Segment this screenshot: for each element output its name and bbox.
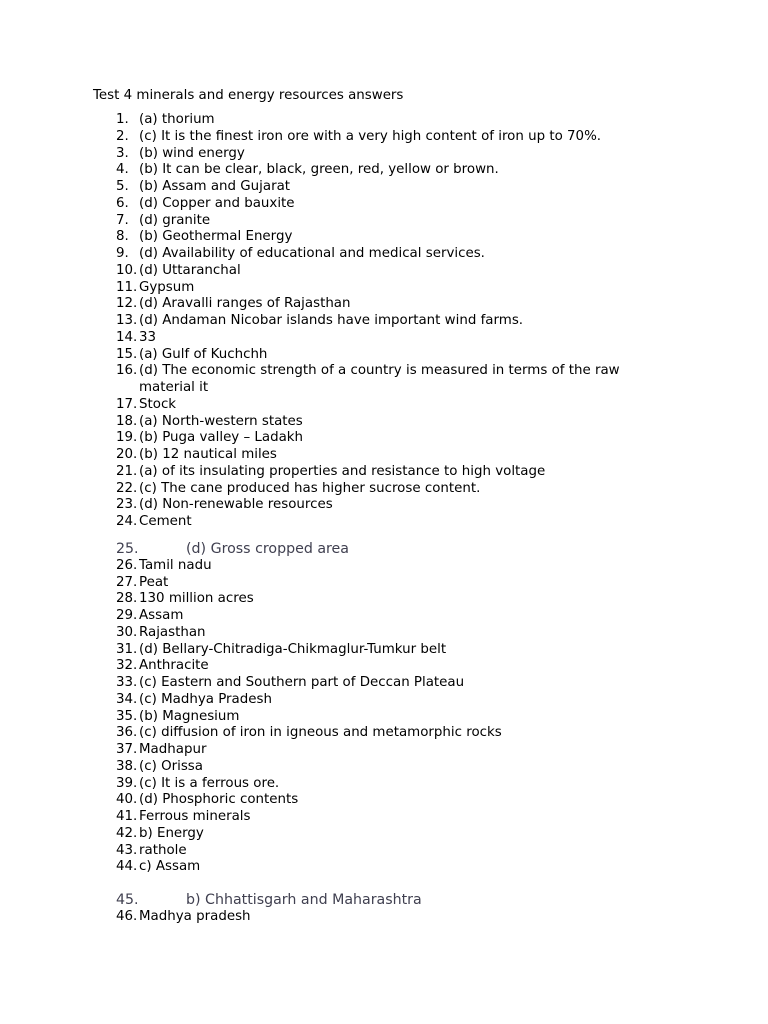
answer-number: 25. xyxy=(116,540,139,557)
answer-item-7 xyxy=(0,213,768,230)
answer-text: Gypsum xyxy=(139,279,195,295)
answer-item-13 xyxy=(0,313,768,330)
answer-number: 33. xyxy=(116,675,138,690)
answer-text: (b) 12 nautical miles xyxy=(139,447,277,462)
answer-item-45 xyxy=(0,892,768,909)
answer-item-5 xyxy=(0,179,768,196)
answer-item-46 xyxy=(0,909,768,926)
page-title: Test 4 minerals and energy resources answers xyxy=(93,88,404,103)
answer-number: 45. xyxy=(116,892,139,908)
answer-text: (d) The economic strength of a country is measured in terms of the raw material it xyxy=(139,363,620,395)
answer-text: (b) Assam and Gujarat xyxy=(139,179,291,194)
answer-number: 29. xyxy=(116,608,138,623)
answer-text: (b) wind energy xyxy=(139,145,245,161)
answer-text: (d) Gross cropped area xyxy=(186,540,349,557)
answer-number: 41. xyxy=(116,809,138,824)
answer-item-39 xyxy=(0,776,768,793)
answer-text: Ferrous minerals xyxy=(139,809,251,824)
answer-text: Rajasthan xyxy=(139,624,206,640)
answer-item-21 xyxy=(0,464,768,481)
answer-number: 19. xyxy=(116,430,138,446)
answer-number: 30. xyxy=(116,624,138,640)
answer-item-15 xyxy=(0,347,768,364)
answer-number: 9. xyxy=(116,246,129,261)
answer-item-26 xyxy=(0,558,768,575)
answer-text: (c) Orissa xyxy=(139,758,203,774)
answer-text: b) Energy xyxy=(139,825,204,841)
answer-text: (b) Geothermal Energy xyxy=(139,229,293,245)
answer-number: 15. xyxy=(116,346,138,362)
answer-item-12 xyxy=(0,296,768,313)
answer-item-17 xyxy=(0,397,768,414)
answer-text: Madhya pradesh xyxy=(139,909,251,924)
answer-number: 36. xyxy=(116,725,138,741)
answer-number: 27. xyxy=(116,574,138,590)
answer-text: (d) Uttaranchal xyxy=(139,262,241,278)
answer-number: 13. xyxy=(116,313,138,328)
answer-item-40 xyxy=(0,792,768,809)
answer-text: Anthracite xyxy=(139,658,209,674)
answer-number: 35. xyxy=(116,708,138,724)
answer-number: 40. xyxy=(116,792,138,808)
answer-text: (d) granite xyxy=(139,212,211,228)
answer-item-10 xyxy=(0,263,768,280)
answer-item-32 xyxy=(0,658,768,675)
answer-text: (c) diffusion of iron in igneous and metamorphic rocks xyxy=(139,725,502,741)
answer-item-18 xyxy=(0,414,768,431)
answer-number: 37. xyxy=(116,742,138,757)
answer-item-19 xyxy=(0,430,768,447)
answer-item-3 xyxy=(0,146,768,163)
answer-number: 42. xyxy=(116,825,138,841)
answer-text: (d) Phosphoric contents xyxy=(139,792,299,808)
answer-item-41 xyxy=(0,809,768,826)
answer-item-8 xyxy=(0,229,768,246)
answer-item-1 xyxy=(0,112,768,129)
answer-number: 2. xyxy=(116,128,129,144)
answer-item-34 xyxy=(0,692,768,709)
answer-item-36 xyxy=(0,725,768,742)
answer-item-30 xyxy=(0,625,768,642)
answer-item-33 xyxy=(0,675,768,692)
answer-item-27 xyxy=(0,575,768,592)
answer-item-43 xyxy=(0,843,768,860)
answer-number: 31. xyxy=(116,641,138,657)
answer-number: 28. xyxy=(116,591,138,607)
answer-number: 17. xyxy=(116,396,138,412)
answer-text: (b) Magnesium xyxy=(139,708,240,724)
answer-text: (a) Gulf of Kuchchh xyxy=(139,346,268,362)
answer-text: Assam xyxy=(139,608,184,623)
answer-list xyxy=(0,112,768,926)
answer-number: 44. xyxy=(116,859,138,875)
answer-number: 14. xyxy=(116,329,138,345)
answer-number: 34. xyxy=(116,691,138,707)
answer-item-25 xyxy=(0,541,768,558)
answer-number: 5. xyxy=(116,179,129,194)
answer-text: (c) Madhya Pradesh xyxy=(139,691,272,707)
answer-text: (d) Bellary-Chitradiga-Chikmaglur-Tumkur belt xyxy=(139,641,447,657)
answer-text: (b) Puga valley – Ladakh xyxy=(139,430,304,446)
answer-item-11 xyxy=(0,280,768,297)
answer-text: (c) The cane produced has higher sucrose content. xyxy=(139,480,481,496)
answer-number: 3. xyxy=(116,145,129,161)
answer-number: 46. xyxy=(116,909,138,924)
answer-text: (b) It can be clear, black, green, red, yellow or brown. xyxy=(139,162,499,178)
answer-item-35 xyxy=(0,709,768,726)
answer-item-23 xyxy=(0,497,768,514)
answer-number: 10. xyxy=(116,262,138,278)
answer-text: Peat xyxy=(139,574,169,590)
answer-number: 11. xyxy=(116,279,138,295)
answer-text: (d) Non-renewable resources xyxy=(139,497,333,513)
answer-number: 12. xyxy=(116,296,138,312)
answer-item-44 xyxy=(0,859,768,876)
answer-item-2 xyxy=(0,129,768,146)
answer-text: (d) Andaman Nicobar islands have important wind farms. xyxy=(139,313,524,328)
answer-text: 33 xyxy=(139,329,157,345)
answer-text: (a) thorium xyxy=(139,112,215,127)
answer-item-4 xyxy=(0,162,768,179)
answer-number: 39. xyxy=(116,775,138,791)
answer-item-24 xyxy=(0,514,768,531)
answer-item-16 xyxy=(0,363,768,397)
answer-item-14 xyxy=(0,330,768,347)
answer-number: 6. xyxy=(116,195,129,211)
answer-text: 130 million acres xyxy=(139,591,254,607)
answer-text: c) Assam xyxy=(139,859,201,875)
answer-number: 43. xyxy=(116,842,138,858)
answer-text: (d) Availability of educational and medical services. xyxy=(139,246,485,261)
answer-number: 21. xyxy=(116,463,138,479)
answer-text: Stock xyxy=(139,396,177,412)
answer-text: Cement xyxy=(139,514,192,529)
answer-text: (c) Eastern and Southern part of Deccan Plateau xyxy=(139,675,465,690)
answer-number: 24. xyxy=(116,514,138,529)
answer-number: 26. xyxy=(116,557,138,573)
answer-number: 32. xyxy=(116,658,138,674)
answer-number: 18. xyxy=(116,413,138,429)
answer-text: rathole xyxy=(139,842,187,858)
answer-number: 23. xyxy=(116,497,138,513)
answer-text: (c) It is a ferrous ore. xyxy=(139,775,280,791)
answer-item-28 xyxy=(0,591,768,608)
answer-number: 22. xyxy=(116,480,138,496)
answer-item-29 xyxy=(0,608,768,625)
answer-item-38 xyxy=(0,759,768,776)
answer-text: Tamil nadu xyxy=(139,557,212,573)
answer-item-6 xyxy=(0,196,768,213)
answer-item-22 xyxy=(0,481,768,498)
answer-item-42 xyxy=(0,826,768,843)
answer-text: b) Chhattisgarh and Maharashtra xyxy=(186,892,422,908)
answer-number: 4. xyxy=(116,162,129,178)
answer-text: (c) It is the finest iron ore with a very high content of iron up to 70%. xyxy=(139,128,602,144)
answer-item-31 xyxy=(0,642,768,659)
answer-number: 8. xyxy=(116,229,129,245)
answer-text: (a) North-western states xyxy=(139,413,303,429)
answer-number: 38. xyxy=(116,758,138,774)
answer-number: 7. xyxy=(116,212,129,228)
answer-item-9 xyxy=(0,246,768,263)
answer-item-20 xyxy=(0,447,768,464)
answer-number: 1. xyxy=(116,112,129,127)
answer-text: (a) of its insulating properties and resistance to high voltage xyxy=(139,463,546,479)
answer-text: Madhapur xyxy=(139,742,207,757)
answer-text: (d) Copper and bauxite xyxy=(139,195,295,211)
answer-text: (d) Aravalli ranges of Rajasthan xyxy=(139,296,351,312)
answer-number: 20. xyxy=(116,447,138,462)
answer-item-37 xyxy=(0,742,768,759)
answer-number: 16. xyxy=(116,363,138,379)
